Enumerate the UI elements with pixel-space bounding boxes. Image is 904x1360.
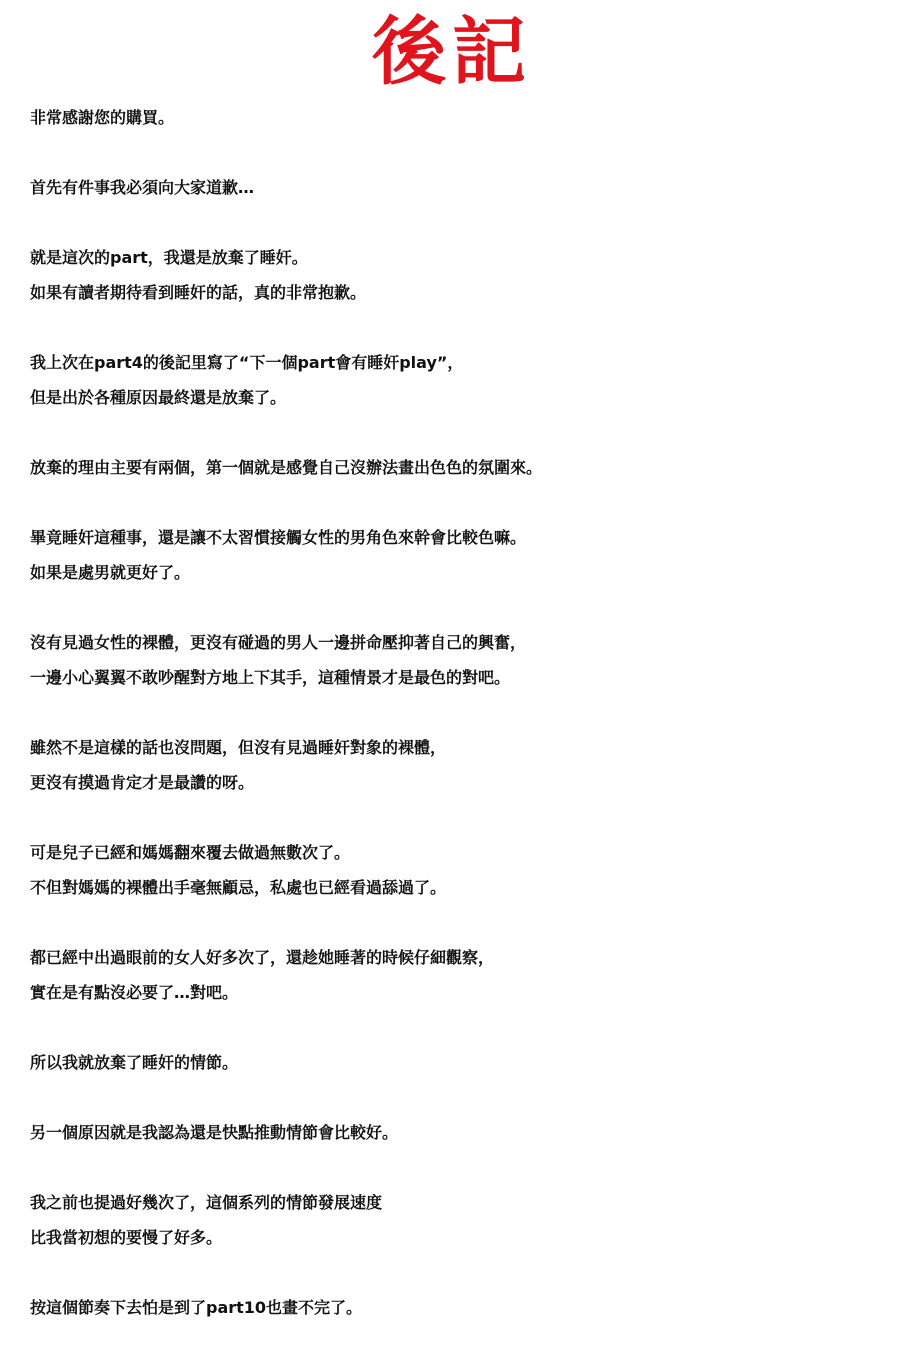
paragraph (30, 1115, 890, 1150)
paragraph (30, 1290, 890, 1325)
text-line: 都已經中出過眼前的女人好多次了，還趁她睡著的時候仔細觀察， (30, 948, 495, 967)
text-line: 我之前也提過好幾次了，這個系列的情節發展速度 (30, 1193, 383, 1212)
afterword-body (30, 100, 890, 1360)
paragraph (30, 170, 890, 205)
paragraph (30, 450, 890, 485)
paragraph (30, 240, 890, 310)
text-line: 如果是處男就更好了。 (30, 563, 191, 582)
paragraph (30, 520, 890, 590)
paragraph (30, 625, 890, 695)
text-line: 非常感謝您的購買。 (30, 108, 175, 127)
text-line: 不但對媽媽的裸體出手毫無顧忌，私處也已經看過舔過了。 (30, 878, 447, 897)
text-line: 畢竟睡奸這種事，還是讓不太習慣接觸女性的男角色來幹會比較色嘛。 (30, 528, 527, 547)
text-line: 就是這次的part，我還是放棄了睡奸。 (30, 248, 308, 267)
paragraph (30, 1045, 890, 1080)
text-line: 但是出於各種原因最終還是放棄了。 (30, 388, 287, 407)
text-line: 一邊小心翼翼不敢吵醒對方地上下其手，這種情景才是最色的對吧。 (30, 668, 511, 687)
paragraph (30, 730, 890, 800)
text-line: 實在是有點沒必要了…對吧。 (30, 983, 239, 1002)
text-line: 首先有件事我必須向大家道歉… (30, 178, 255, 197)
paragraph (30, 940, 890, 1010)
text-line: 放棄的理由主要有兩個，第一個就是感覺自己沒辦法畫出色色的氛圍來。 (30, 458, 543, 477)
text-line: 另一個原因就是我認為還是快點推動情節會比較好。 (30, 1123, 399, 1142)
paragraph (30, 1185, 890, 1255)
text-line: 比我當初想的要慢了好多。 (30, 1228, 223, 1247)
text-line: 如果有讀者期待看到睡奸的話，真的非常抱歉。 (30, 283, 367, 302)
text-line: 雖然不是這樣的話也沒問題，但沒有見過睡奸對象的裸體， (30, 738, 447, 757)
page-title: 後記 (372, 9, 532, 95)
text-line: 可是兒子已經和媽媽翻來覆去做過無數次了。 (30, 843, 351, 862)
text-line: 沒有見過女性的裸體，更沒有碰過的男人一邊拼命壓抑著自己的興奮， (30, 633, 527, 652)
text-line: 按這個節奏下去怕是到了part10也畫不完了。 (30, 1298, 363, 1317)
text-line: 更沒有摸過肯定才是最讚的呀。 (30, 773, 255, 792)
text-line: 所以我就放棄了睡奸的情節。 (30, 1053, 239, 1072)
paragraph (30, 100, 890, 135)
paragraph (30, 835, 890, 905)
text-line: 我上次在part4的後記里寫了“下一個part會有睡奸play”， (30, 353, 464, 372)
paragraph (30, 345, 890, 415)
